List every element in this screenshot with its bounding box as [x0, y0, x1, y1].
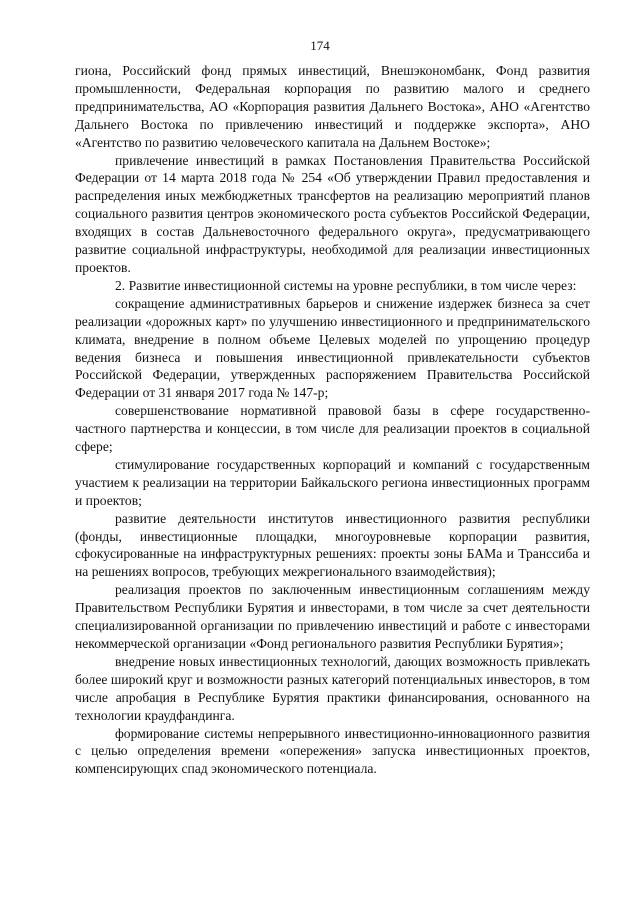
- paragraph: реализация проектов по заключенным инвестиционным соглашениям между Правительством Республики Бурятия и инвесторами, в том числе за счет деятельности специализированной организации по привлечению инвестиций и работе с инвесторами некоммерческой организации «Фонд регионального развития Республики Бурятия»;: [75, 582, 590, 651]
- paragraph: привлечение инвестиций в рамках Постановления Правительства Российской Федерации от 14 марта 2018 года № 254 «Об утверждении Правил предоставления и распределения иных межбюджетных трансфертов на реализацию мероприятий планов социального развития центров экономического роста субъектов Российской Федерации, входящих в состав Дальневосточного федерального округа», предусматривающего развитие социальной инфраструктуры, необходимой для реализации инвестиционных проектов.: [75, 152, 590, 275]
- page-number: 174: [310, 38, 330, 53]
- paragraph: 2. Развитие инвестиционной системы на уровне республики, в том числе через:: [115, 277, 577, 293]
- paragraph: стимулирование государственных корпораций и компаний с государственным участием к реализации на территории Байкальского региона инвестиционных программ и проектов;: [75, 456, 590, 508]
- paragraph: сокращение административных барьеров и снижение издержек бизнеса за счет реализации «дорожных карт» по улучшению инвестиционного и предпринимательского климата, внедрение в полном объеме Целевых моделей по упрощению процедур ведения бизнеса и повышения инвестиционной привлекательности субъектов Российской Федерации, утвержденных распоряжением Правительства Российской Федерации от 31 января 2017 года № 147-р;: [75, 295, 590, 401]
- paragraph: внедрение новых инвестиционных технологий, дающих возможность привлекать более широкий круг и возможности разных категорий потенциальных инвесторов, в том числе апробация в Республике Бурятия практики финансирования, основанного на технологии краудфандинга.: [75, 653, 590, 723]
- body-text: [75, 62, 590, 778]
- paragraph: формирование системы непрерывного инвестиционно-инновационного развития с целью определения времени «опережения» запуска инвестиционных проектов, компенсирующих спад экономического потенциала.: [75, 725, 590, 777]
- paragraph: совершенствование нормативной правовой базы в сфере государственно-частного партнерства и концессии, в том числе для реализации проектов в социальной сфере;: [75, 403, 590, 455]
- paragraph: развитие деятельности институтов инвестиционного развития республики (фонды, инвестиционные площадки, многоуровневые корпорации развития, сфокусированные на инфраструктурных решениях: проекты зоны БАМа и Транссиба и на решениях вопросов, требующих межрегионального взаимодействия);: [75, 510, 590, 580]
- paragraph: гиона, Российский фонд прямых инвестиций, Внешэкономбанк, Фонд развития промышленности, Федеральная корпорация по развитию малого и среднего предпринимательства, АО «Корпорация развития Дальнего Востока», АНО «Агентство Дальнего Востока по привлечению инвестиций и поддержке экспорта», АНО «Агентство по развитию человеческого капитала на Дальнем Востоке»;: [75, 63, 590, 150]
